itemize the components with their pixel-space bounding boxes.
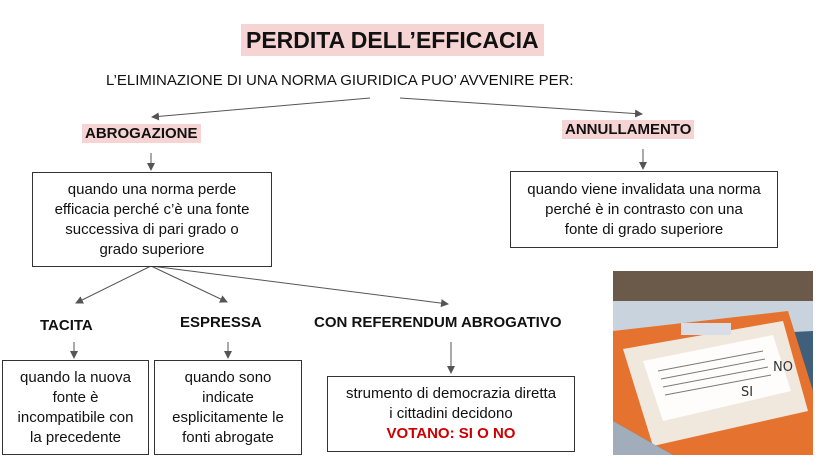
text-line: fonte di grado superiore — [564, 220, 724, 238]
referendum-label: CON REFERENDUM ABROGATIVO — [314, 314, 562, 331]
ballot-si-text: SI — [741, 385, 754, 400]
text-line: indicate — [202, 388, 254, 406]
text-line: fonte è — [52, 388, 99, 406]
abrogazione-label: ABROGAZIONE — [82, 124, 201, 143]
tacita-label: TACITA — [40, 317, 93, 334]
arrow-to-annullamento — [400, 98, 642, 114]
text-line: la precedente — [30, 428, 121, 446]
ballot-photo — [613, 271, 813, 455]
arrow-to-referendum — [151, 266, 448, 304]
text-line: efficacia perché c’è una fonte — [54, 200, 250, 218]
text-line: quando la nuova — [20, 368, 131, 386]
text-line: perché è in contrasto con una — [545, 200, 743, 218]
arrow-to-espressa — [151, 266, 227, 302]
text-line: esplicitamente le — [172, 408, 284, 426]
text-line: successiva di pari grado o — [65, 220, 239, 238]
text-line: fonti abrogate — [182, 428, 274, 446]
referendum-box — [327, 376, 575, 452]
annullamento-label: ANNULLAMENTO — [562, 120, 694, 139]
abrogazione-box — [32, 172, 272, 267]
text-line: quando viene invalidata una norma — [527, 180, 761, 198]
espressa-box — [154, 360, 302, 455]
ballot-no-text: NO — [773, 360, 793, 375]
arrow-to-tacita — [76, 266, 151, 303]
annullamento-box — [510, 171, 778, 248]
text-line: grado superiore — [99, 240, 205, 258]
votano-emphasis: VOTANO: SI O NO — [386, 425, 516, 442]
text-line: strumento di democrazia diretta — [345, 385, 557, 402]
text-line: i cittadini decidono — [389, 405, 513, 422]
text-line: quando sono — [184, 368, 272, 386]
text-line: quando una norma perde — [67, 180, 237, 198]
arrow-to-abrogazione — [152, 98, 370, 117]
subtitle: L’ELIMINAZIONE DI UNA NORMA GIURIDICA PUO’ AVVENIRE PER: — [106, 72, 574, 89]
text-line: incompatibile con — [17, 408, 134, 426]
ballot-photo-image — [613, 271, 813, 455]
page-title: PERDITA DELL’EFFICACIA — [241, 24, 544, 56]
tacita-box — [2, 360, 149, 455]
espressa-label: ESPRESSA — [180, 314, 262, 331]
